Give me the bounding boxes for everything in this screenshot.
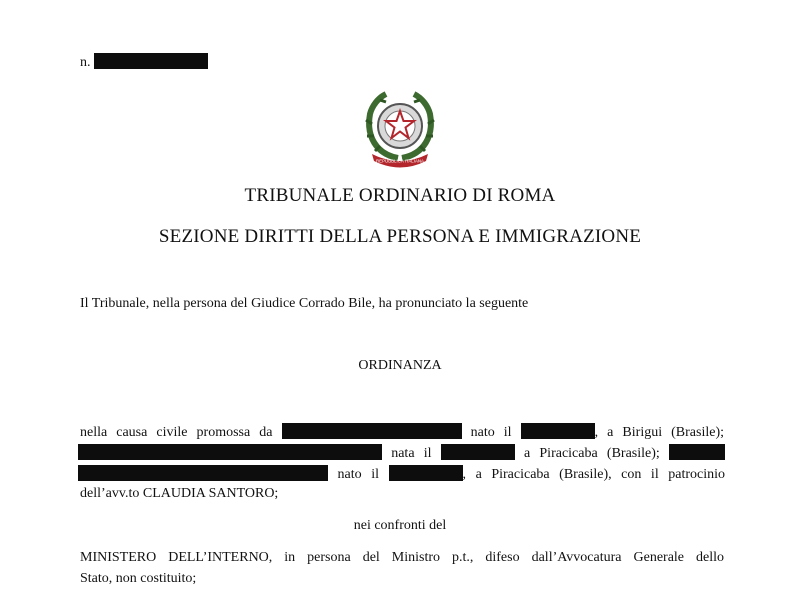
parties-text: , a Piracicaba (Brasile), con il patrocinio <box>462 467 726 482</box>
emblem-ribbon-label: REPUBBLICA ITALIANA <box>376 158 424 164</box>
intro-sentence: Il Tribunale, nella persona del Giudice Corrado Bile, ha pronunciato la seguente <box>80 296 529 311</box>
case-number-prefix: n. <box>80 55 91 70</box>
parties-text: nella causa civile promossa da <box>80 425 273 440</box>
case-number <box>80 53 208 71</box>
redaction-bar <box>78 465 328 481</box>
parties-line-2 <box>78 444 725 462</box>
against-label: nei confronti del <box>353 518 447 533</box>
document-type: ORDINANZA <box>358 358 442 373</box>
court-section: SEZIONE DIRITTI DELLA PERSONA E IMMIGRAZIONE <box>158 226 642 247</box>
parties-text: nato il <box>337 467 379 482</box>
parties-text: , a Birigui (Brasile); <box>594 425 725 440</box>
redaction-bar <box>441 444 515 460</box>
redaction-bar <box>78 444 382 460</box>
redaction-bar <box>282 423 462 439</box>
parties-text: nata il <box>391 446 432 461</box>
redaction-bar <box>669 444 725 460</box>
parties-line-4: dell’avv.to CLAUDIA SANTORO; <box>80 486 279 501</box>
parties-text: a Piracicaba (Brasile); <box>523 446 660 461</box>
respondent-line-1: MINISTERO DELL’INTERNO, in persona del Ministro p.t., difeso dall’Avvocatura Generale dello <box>80 550 724 565</box>
parties-line-1 <box>80 423 724 441</box>
parties-line-3 <box>78 465 725 483</box>
redaction-bar <box>94 53 208 69</box>
court-name: TRIBUNALE ORDINARIO DI ROMA <box>244 185 556 206</box>
parties-text: nato il <box>470 425 512 440</box>
italian-republic-emblem-icon <box>360 84 440 168</box>
redaction-bar <box>389 465 463 481</box>
redaction-bar <box>521 423 595 439</box>
respondent-line-2: Stato, non costituito; <box>80 571 197 586</box>
